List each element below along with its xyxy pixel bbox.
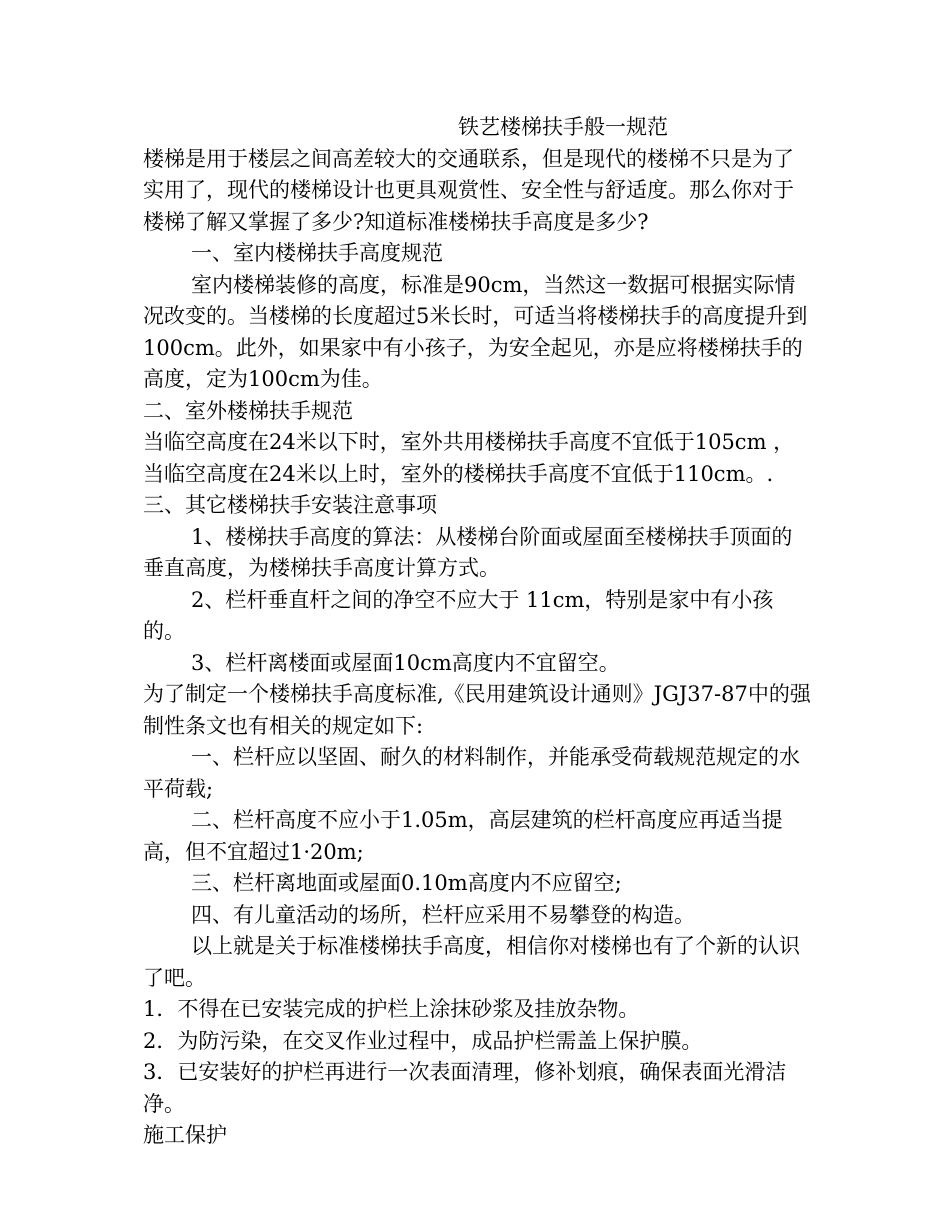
paragraph-list bbox=[143, 144, 813, 1152]
paragraph: 当临空高度在24米以下时，室外共用楼梯扶手高度不宜低于105cm ，当临空高度在24米以上时，室外的楼梯扶手高度不宜低于110cm。. bbox=[143, 430, 795, 486]
paragraph: 室内楼梯装修的高度，标准是90cm，当然这一数据可根据实际情况改变的。当楼梯的长度超过5米长时，可适当将楼梯扶手的高度提升到100cm。此外，如果家中有小孩子，为安全起见，亦是应将楼梯扶手的高度，定为100cm为佳。 bbox=[143, 272, 808, 391]
document-body bbox=[143, 112, 813, 1152]
paragraph: 2．为防污染，在交叉作业过程中，成品护栏需盖上保护膜。 bbox=[143, 1028, 703, 1053]
paragraph: 二、栏杆高度不应小于1.05m，高层建筑的栏杆高度应再适当提高，但不宜超过1·20m; bbox=[143, 808, 783, 864]
paragraph: 一、栏杆应以坚固、耐久的材料制作，并能承受荷载规范规定的水平荷载; bbox=[143, 745, 800, 801]
paragraph: 三、栏杆离地面或屋面0.10m高度内不应留空; bbox=[191, 871, 622, 895]
paragraph: 为了制定一个楼梯扶手高度标准,《民用建筑设计通则》JGJ37-87中的强制性条文也有相关的规定如下: bbox=[143, 682, 811, 738]
paragraph: 楼梯是用于楼层之间高差较大的交通联系，但是现代的楼梯不只是为了实用了，现代的楼梯设计也更具观赏性、安全性与舒适度。那么你对于楼梯了解又掌握了多少?知道标准楼梯扶手高度是多少? bbox=[143, 146, 794, 234]
document-title: 铁艺楼梯扶手般一规范 bbox=[458, 115, 668, 139]
paragraph: 1、楼梯扶手高度的算法：从楼梯台阶面或屋面至楼梯扶手顶面的垂直高度，为楼梯扶手高度计算方式。 bbox=[143, 524, 793, 580]
paragraph: 1．不得在已安装完成的护栏上涂抹砂浆及挂放杂物。 bbox=[143, 997, 640, 1021]
paragraph: 施工保护 bbox=[143, 1123, 227, 1147]
paragraph: 3．已安装好的护栏再进行一次表面清理，修补划痕，确保表面光滑洁净。 bbox=[143, 1060, 787, 1116]
paragraph: 2、栏杆垂直杆之间的净空不应大于 11cm，特别是家中有小孩的。 bbox=[143, 587, 774, 643]
paragraph: 以上就是关于标准楼梯扶手高度，相信你对楼梯也有了个新的认识了吧。 bbox=[143, 934, 800, 990]
paragraph: 四、有儿童活动的场所，栏杆应采用不易攀登的构造。 bbox=[191, 902, 695, 927]
paragraph: 3、栏杆离楼面或屋面10cm高度内不宜留空。 bbox=[191, 650, 620, 675]
paragraph: 二、室外楼梯扶手规范 bbox=[143, 398, 353, 423]
paragraph: 一、室内楼梯扶手高度规范 bbox=[191, 241, 443, 265]
paragraph: 三、其它楼梯扶手安装注意事项 bbox=[143, 493, 437, 517]
